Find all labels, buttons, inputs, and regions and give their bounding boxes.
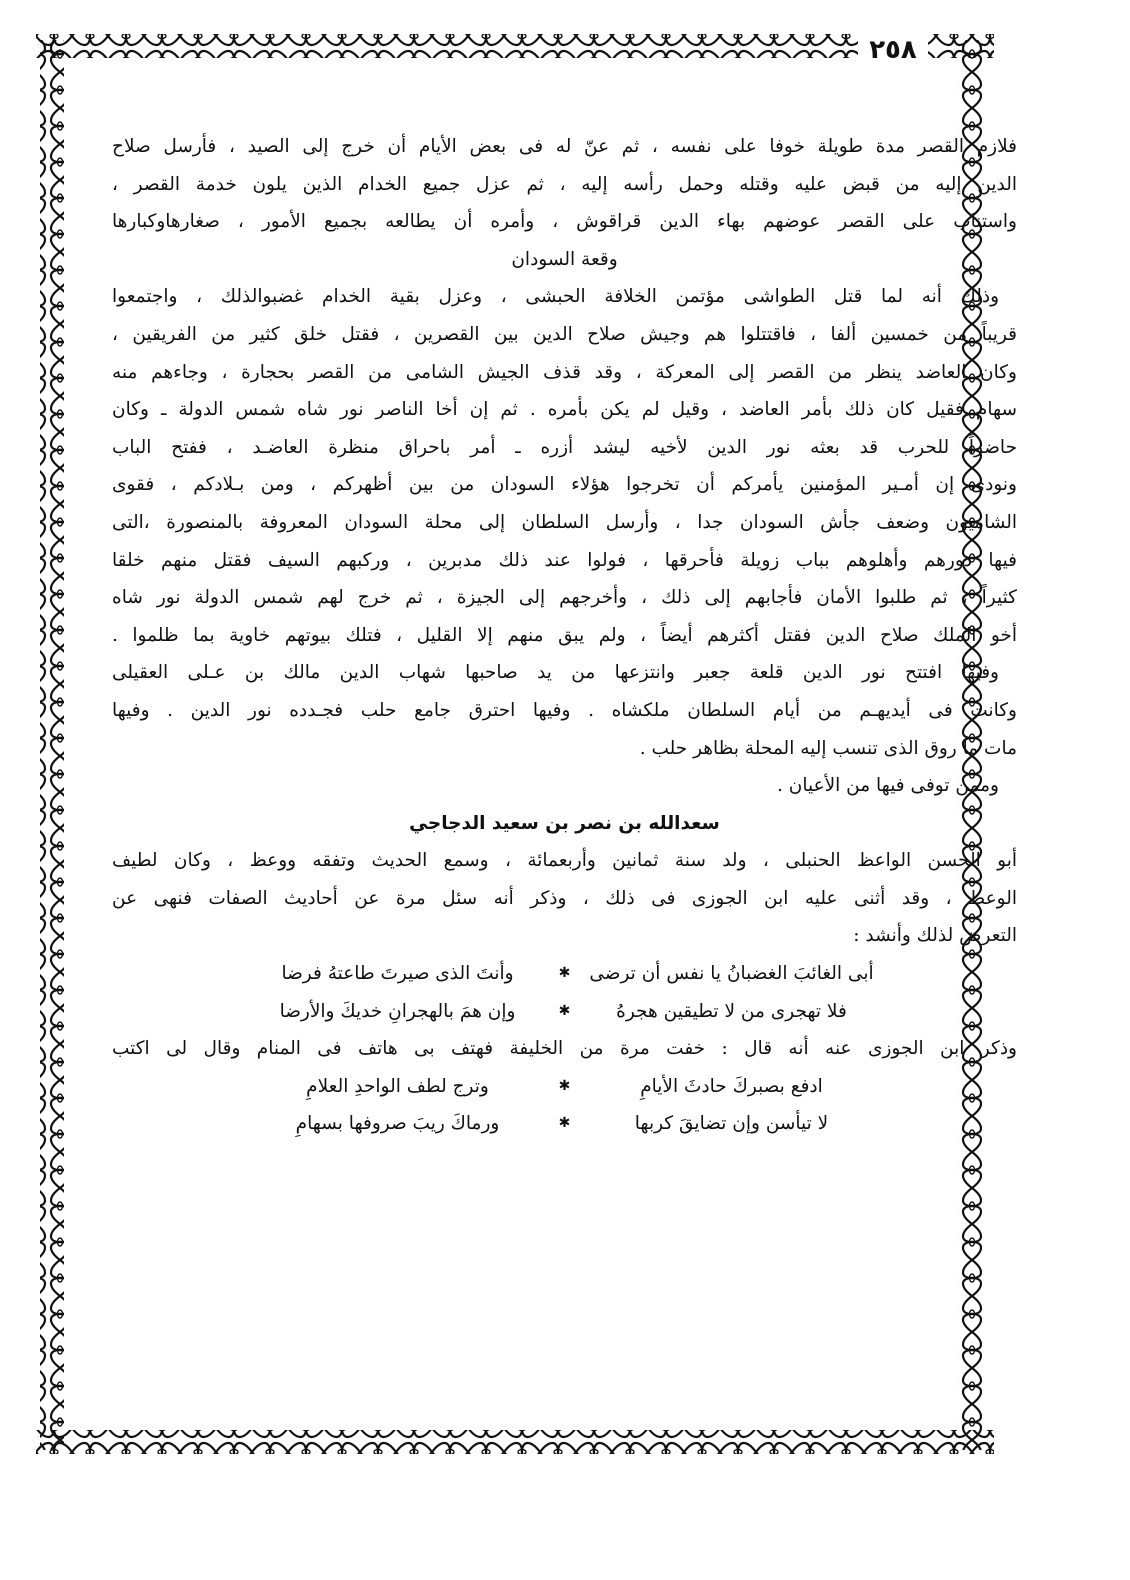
- poem-verse: [112, 993, 1017, 1031]
- text-line: أبو الحسن الواعظ الحنبلى ، ولد سنة ثمانين وأربعمائة ، وسمع الحديث وتفقه ووعظ ، وكان لطيف: [112, 850, 1017, 872]
- text-line: حاضراً للحرب قد بعثه نور الدين لأخيه ليشد أزره ـ أمر باحراق منظرة العاضـد ، ففتح الباب: [112, 436, 1017, 458]
- verse-hemistich-left: ورماكَ ريبَ صروفها بسهامِ: [295, 1113, 500, 1135]
- poem-verse: [112, 1068, 1017, 1106]
- section-heading: وقعة السودان: [511, 248, 618, 270]
- poem-verse: [112, 955, 1017, 993]
- text-line: وفيها افتتح نور الدين قلعة جعبر وانتزعها من يد صاحبها شهاب الدين مالك بن عـلى العقيلى: [112, 662, 999, 684]
- text-line: سهام فقيل كان ذلك بأمر العاضد ، وقيل لم يكن بأمره . ثم إن أخا الناصر نور شاه شمس الدولة ـ وكان: [112, 399, 1017, 421]
- star-separator-icon: ✱: [558, 1077, 571, 1094]
- main-text: [112, 128, 1017, 1143]
- verse-hemistich-left: وأنتَ الذى صيرتَ طاعتهُ فرضا: [281, 963, 514, 985]
- star-separator-icon: ✱: [558, 1115, 571, 1132]
- text-line: قريباً من خمسين ألفا ، فاقتتلوا هم وجيش صلاح الدين بين القصرين ، فقتل خلق كثير من الفريقين ،: [112, 323, 1017, 345]
- verse-hemistich-right: فلا تهجرى من لا تطيقين هجرهُ: [616, 1000, 847, 1022]
- biography-heading: سعدالله بن نصر بن سعيد الدجاجي: [409, 812, 720, 834]
- border-top: [36, 34, 994, 58]
- text-line: كثيراً ، ثم طلبوا الأمان فأجابهم إلى ذلك ، وأخرجهم إلى الجيزة ، ثم خرج لهم شمس الدولة نور شاه: [112, 587, 1017, 609]
- verse-hemistich-left: وترج لطف الواحدِ العلامِ: [306, 1075, 489, 1097]
- text-line: التعرض لذلك وأنشد :: [853, 925, 1017, 947]
- border-left: [40, 40, 64, 1450]
- text-line: الوعظ ، وقد أثنى عليه ابن الجوزى فى ذلك ، وذكر أنه سئل مرة عن أحاديث الصفات فنهى عن: [112, 887, 1017, 909]
- text-line: وذكر ابن الجوزى عنه أنه قال : خفت مرة من الخليفة فهتف بى هاتف فى المنام وقال لى اكتب: [112, 1038, 1017, 1060]
- verse-hemistich-right: لا تيأسن وإن تضايقَ كربها: [634, 1113, 829, 1135]
- text-line: فلازم القصر مدة طويلة خوفا على نفسه ، ثم عنّ له فى بعض الأيام أن خرج إلى الصيد ، فأرسل صلاح: [112, 136, 1017, 157]
- star-separator-icon: ✱: [558, 1002, 571, 1019]
- text-line: مات ما روق الذى تنسب إليه المحلة بظاهر حلب .: [639, 737, 1017, 759]
- border-bottom: [36, 1430, 994, 1454]
- star-separator-icon: ✱: [558, 965, 571, 982]
- verse-hemistich-right: ادفع بصبركَ حادثَ الأيامِ: [640, 1075, 823, 1097]
- text-line: وممن توفى فيها من الأعيان .: [777, 775, 999, 797]
- verse-hemistich-left: وإن همَ بالهجرانِ خديكَ والأرضا: [279, 1000, 516, 1022]
- text-line: فيها دورهم وأهلوهم بباب زويلة فأحرقها ، فولوا عند ذلك مدبرين ، وركبهم السيف فقتل منهم خلقا: [112, 549, 1017, 571]
- text-line: ونودى إن أمـير المؤمنين يأمركم أن تخرجوا هؤلاء السودان من بين أظهركم ، ومن بـلادكم ، فقوى: [112, 474, 1017, 496]
- text-line: واستناب على القصر عوضهم بهاء الدين قراقوش ، وأمره أن يطالعه بجميع الأمور ، صغارهاوكبارها: [112, 211, 1017, 233]
- poem-verse: [112, 1105, 1017, 1143]
- text-line: وكانت فى أيديهـم من أيام السلطان ملكشاه . وفيها احترق جامع حلب فجـدده نور الدين . وفيها: [112, 699, 1017, 721]
- text-line: الدين إليه من قبض عليه وقتله وحمل رأسه إليه ، ثم عزل جميع الخدام الذين يلون خدمة القصر ،: [112, 173, 1017, 195]
- text-line: أخو الملك صلاح الدين فقتل أكثرهم أيضاً ، ولم يبق منهم إلا القليل ، فتلك بيوتهم خاوية بما ظلموا .: [112, 624, 1017, 646]
- text-line: الشاميون وضعف جأش السودان جدا ، وأرسل السلطان إلى محلة السودان المعروفة بالمنصورة ،التى: [112, 511, 1017, 533]
- page-number: ٢٥٨: [858, 34, 928, 66]
- text-line: وكان العاضد ينظر من القصر إلى المعركة ، وقد قذف الجيش الشامى من القصر بحجارة ، وجاءهم منه: [112, 361, 1017, 383]
- verse-hemistich-right: أبى الغائبَ الغضبانُ يا نفس أن ترضى: [589, 963, 874, 985]
- text-line: وذلك أنه لما قتل الطواشى مؤتمن الخلافة الحبشى ، وعزل بقية الخدام غضبوالذلك ، واجتمعوا: [112, 286, 999, 308]
